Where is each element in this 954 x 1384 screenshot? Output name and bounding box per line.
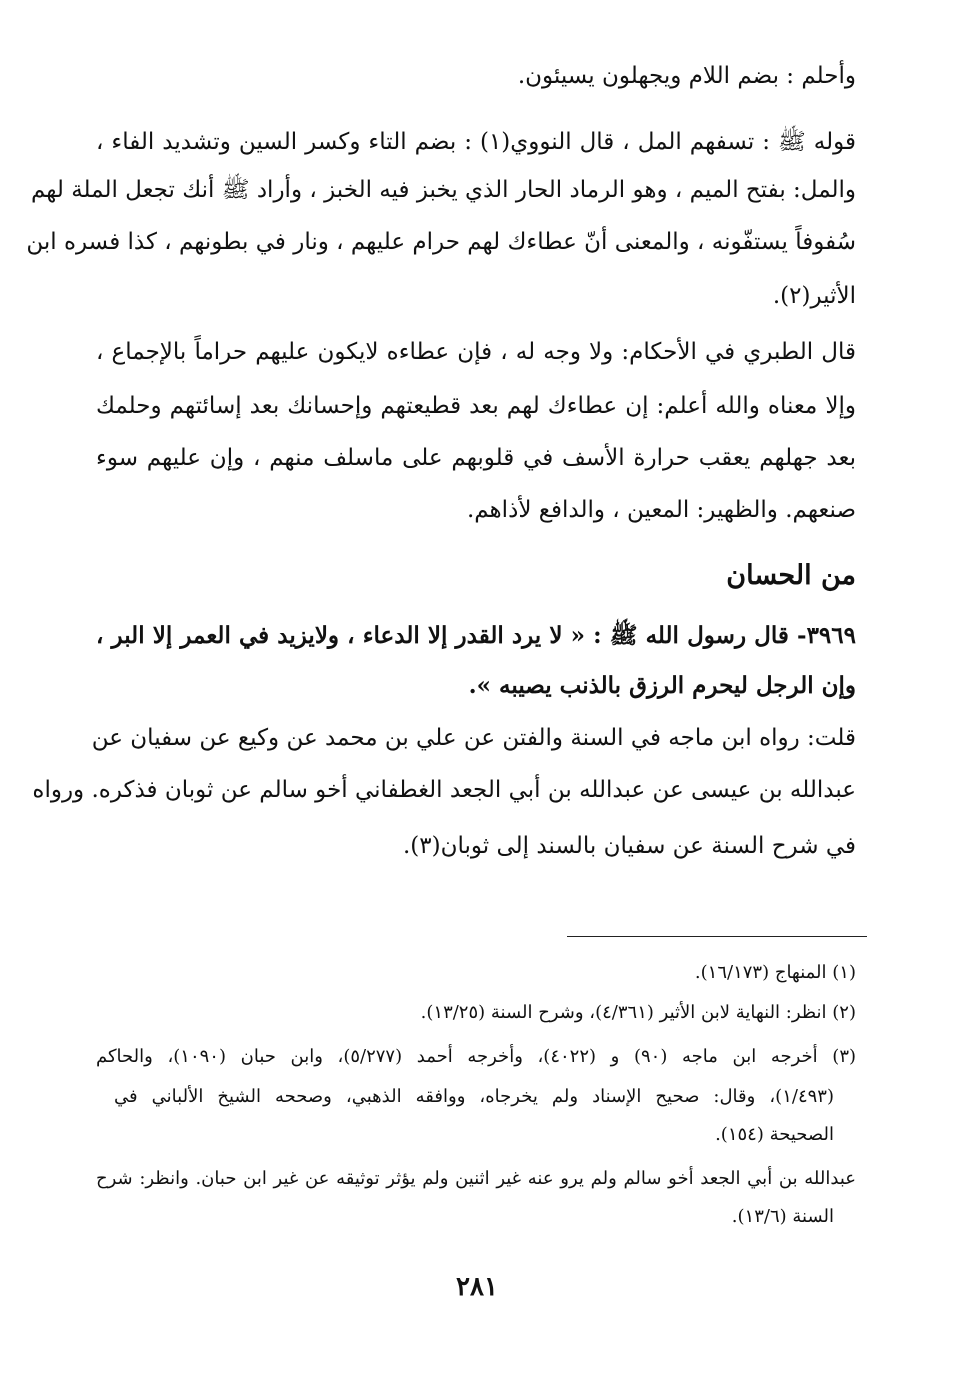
text-line: عبدالله بن عيسى عن عبدالله بن أبي الجعد الغطفاني أخو سالم عن ثوبان فذكره. ورواه <box>32 777 856 803</box>
text-line: وإلا معناه والله أعلم: إن عطاءك لهم بعد قطيعتهم وإحسانك بعد إسائتهم وحلمك <box>96 393 856 419</box>
footnote-line: (١/٤٩٣)، وقال: صحيح الإسناد ولم يخرجاه، ووافقه الذهبي، وصححه الشيخ الألباني في <box>114 1086 834 1107</box>
page-number: ٢٨١ <box>456 1272 498 1302</box>
text-line: في شرح السنة عن سفيان بالسند إلى ثوبان(٣). <box>402 833 856 859</box>
footnote-line: عبدالله بن أبي الجعد أخو سالم ولم يرو عنه غير اثنين ولم يؤثر توثيقه عن غير ابن حبان. وانظر: شرح <box>96 1168 856 1189</box>
footnote-separator <box>567 936 867 937</box>
text-line: قال الطبري في الأحكام: ولا وجه له ، فإن عطاءه لايكون عليهم حراماً بالإجماع ، <box>96 339 856 365</box>
text-line: قوله ﷺ : تسفهم المل ، قال النووي(١) : بضم التاء وكسر السين وتشديد الفاء ، <box>96 129 856 155</box>
footnote-line: الصحيحة (١٥٤). <box>715 1124 834 1145</box>
section-heading: من الحسان <box>726 560 856 591</box>
text-line: سُفوفاً يستفّونه ، والمعنى أنّ عطاءك لهم حرام عليهم ، ونار في بطونهم ، كذا فسره ابن <box>26 229 856 255</box>
text-line: صنعهم. والظهير: المعين ، والدافع لأذاهم. <box>466 497 856 523</box>
text-line: والمل: بفتح الميم ، وهو الرماد الحار الذي يخبز فيه الخبز ، وأراد ﷺ أنك تجعل الملة لهم <box>30 177 856 203</box>
text-line: قلت: رواه ابن ماجه في السنة والفتن عن علي بن محمد عن وكيع عن سفيان عن <box>91 725 856 751</box>
text-line: بعد جهلهم يعقب حرارة الأسف في قلوبهم على ماسلف منهم ، وإن عليهم سوء <box>96 445 856 471</box>
footnote-line: (٣) أخرجه ابن ماجه (٩٠) و (٤٠٢٢)، وأخرجه أحمد (٥/٢٧٧)، وابن حبان (١٠٩٠)، والحاكم <box>96 1046 857 1067</box>
footnote-line: (١) المنهاج (١٦/١٧٣). <box>694 962 856 983</box>
text-line: الأثير(٢). <box>772 283 856 309</box>
footnote-line: السنة (١٣/٦). <box>731 1206 834 1227</box>
text-line: وأحلم : بضم اللام ويجهلون يسيئون. <box>517 63 856 89</box>
hadith-line: ٣٩٦٩- قال رسول الله ﷺ : « لا يرد القدر إلا الدعاء ، ولايزيد في العمر إلا البر ، <box>96 622 856 649</box>
hadith-line: وإن الرجل ليحرم الرزق بالذنب يصيبه ». <box>468 672 856 699</box>
footnote-line: (٢) انظر: النهاية لابن الأثير (٤/٣٦١)، وشرح السنة (١٣/٢٥). <box>420 1002 856 1023</box>
